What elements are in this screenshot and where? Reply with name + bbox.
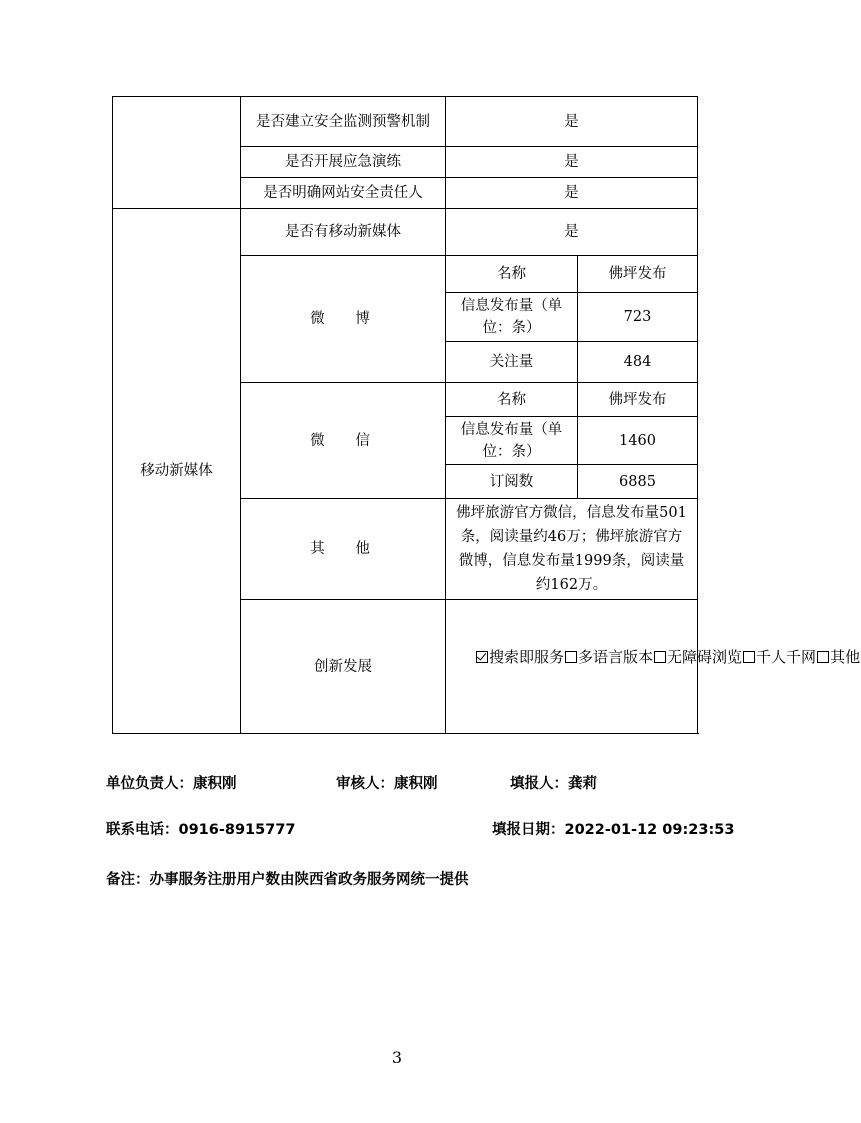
report-table [112,96,861,734]
wechat-subscribers-label: 订阅数 [446,465,578,499]
unit-head: 单位负责人：康积刚 [106,776,237,792]
weibo-followers-value: 484 [578,342,698,383]
officer-label: 是否明确网站安全责任人 [241,178,446,209]
checkbox-icon[interactable] [743,651,755,663]
weibo-name-value: 佛坪发布 [578,256,698,293]
weibo-posts-value: 723 [578,293,698,342]
checkbox-icon[interactable] [654,651,666,663]
security-section-cell [113,97,241,209]
reviewer: 审核人：康积刚 [336,776,438,792]
monitoring-value: 是 [446,97,698,147]
has-media-label: 是否有移动新媒体 [241,209,446,256]
wechat-posts-label: 信息发布量（单位：条） [446,417,578,465]
innovation-options-cell [446,600,861,734]
innovation-label: 创新发展 [241,600,446,734]
fill-date: 填报日期：2022-01-12 09:23:53 [492,822,735,838]
other-value: 佛坪旅游官方微信，信息发布量501条，阅读量约46万；佛坪旅游官方微博，信息发布量1999条，阅读量约162万。 [446,499,698,600]
officer-value: 是 [446,178,698,209]
checked-checkbox-icon[interactable] [476,651,488,663]
weibo-name-label: 名称 [446,256,578,293]
table-row [113,209,698,256]
checkbox-icon[interactable] [565,651,577,663]
innovation-options [476,646,861,668]
innovation-option-label: 多语言版本 [578,648,654,666]
wechat-name-value: 佛坪发布 [578,383,698,417]
weibo-followers-label: 关注量 [446,342,578,383]
checkbox-icon[interactable] [817,651,829,663]
table-row [113,97,698,147]
page-number: 3 [391,1048,403,1067]
drill-label: 是否开展应急演练 [241,147,446,178]
footer-note: 备注：办事服务注册用户数由陕西省政务服务网统一提供 [106,872,469,888]
wechat-subscribers-value: 6885 [578,465,698,499]
innovation-option-label: 无障碍浏览 [667,648,743,666]
wechat-label: 微 信 [241,383,446,499]
wechat-posts-value: 1460 [578,417,698,465]
contact-phone: 联系电话：0916-8915777 [106,822,296,838]
monitoring-label: 是否建立安全监测预警机制 [241,97,446,147]
wechat-name-label: 名称 [446,383,578,417]
weibo-posts-label: 信息发布量（单位：条） [446,293,578,342]
has-media-value: 是 [446,209,698,256]
weibo-label: 微 博 [241,256,446,383]
innovation-option-label: 其他 [830,648,861,666]
other-label: 其 他 [241,499,446,600]
filler: 填报人：龚莉 [510,776,597,792]
innovation-option-label: 搜索即服务 [489,648,565,666]
drill-value: 是 [446,147,698,178]
media-section-label: 移动新媒体 [113,209,241,734]
innovation-option-label: 千人千网 [756,648,817,666]
